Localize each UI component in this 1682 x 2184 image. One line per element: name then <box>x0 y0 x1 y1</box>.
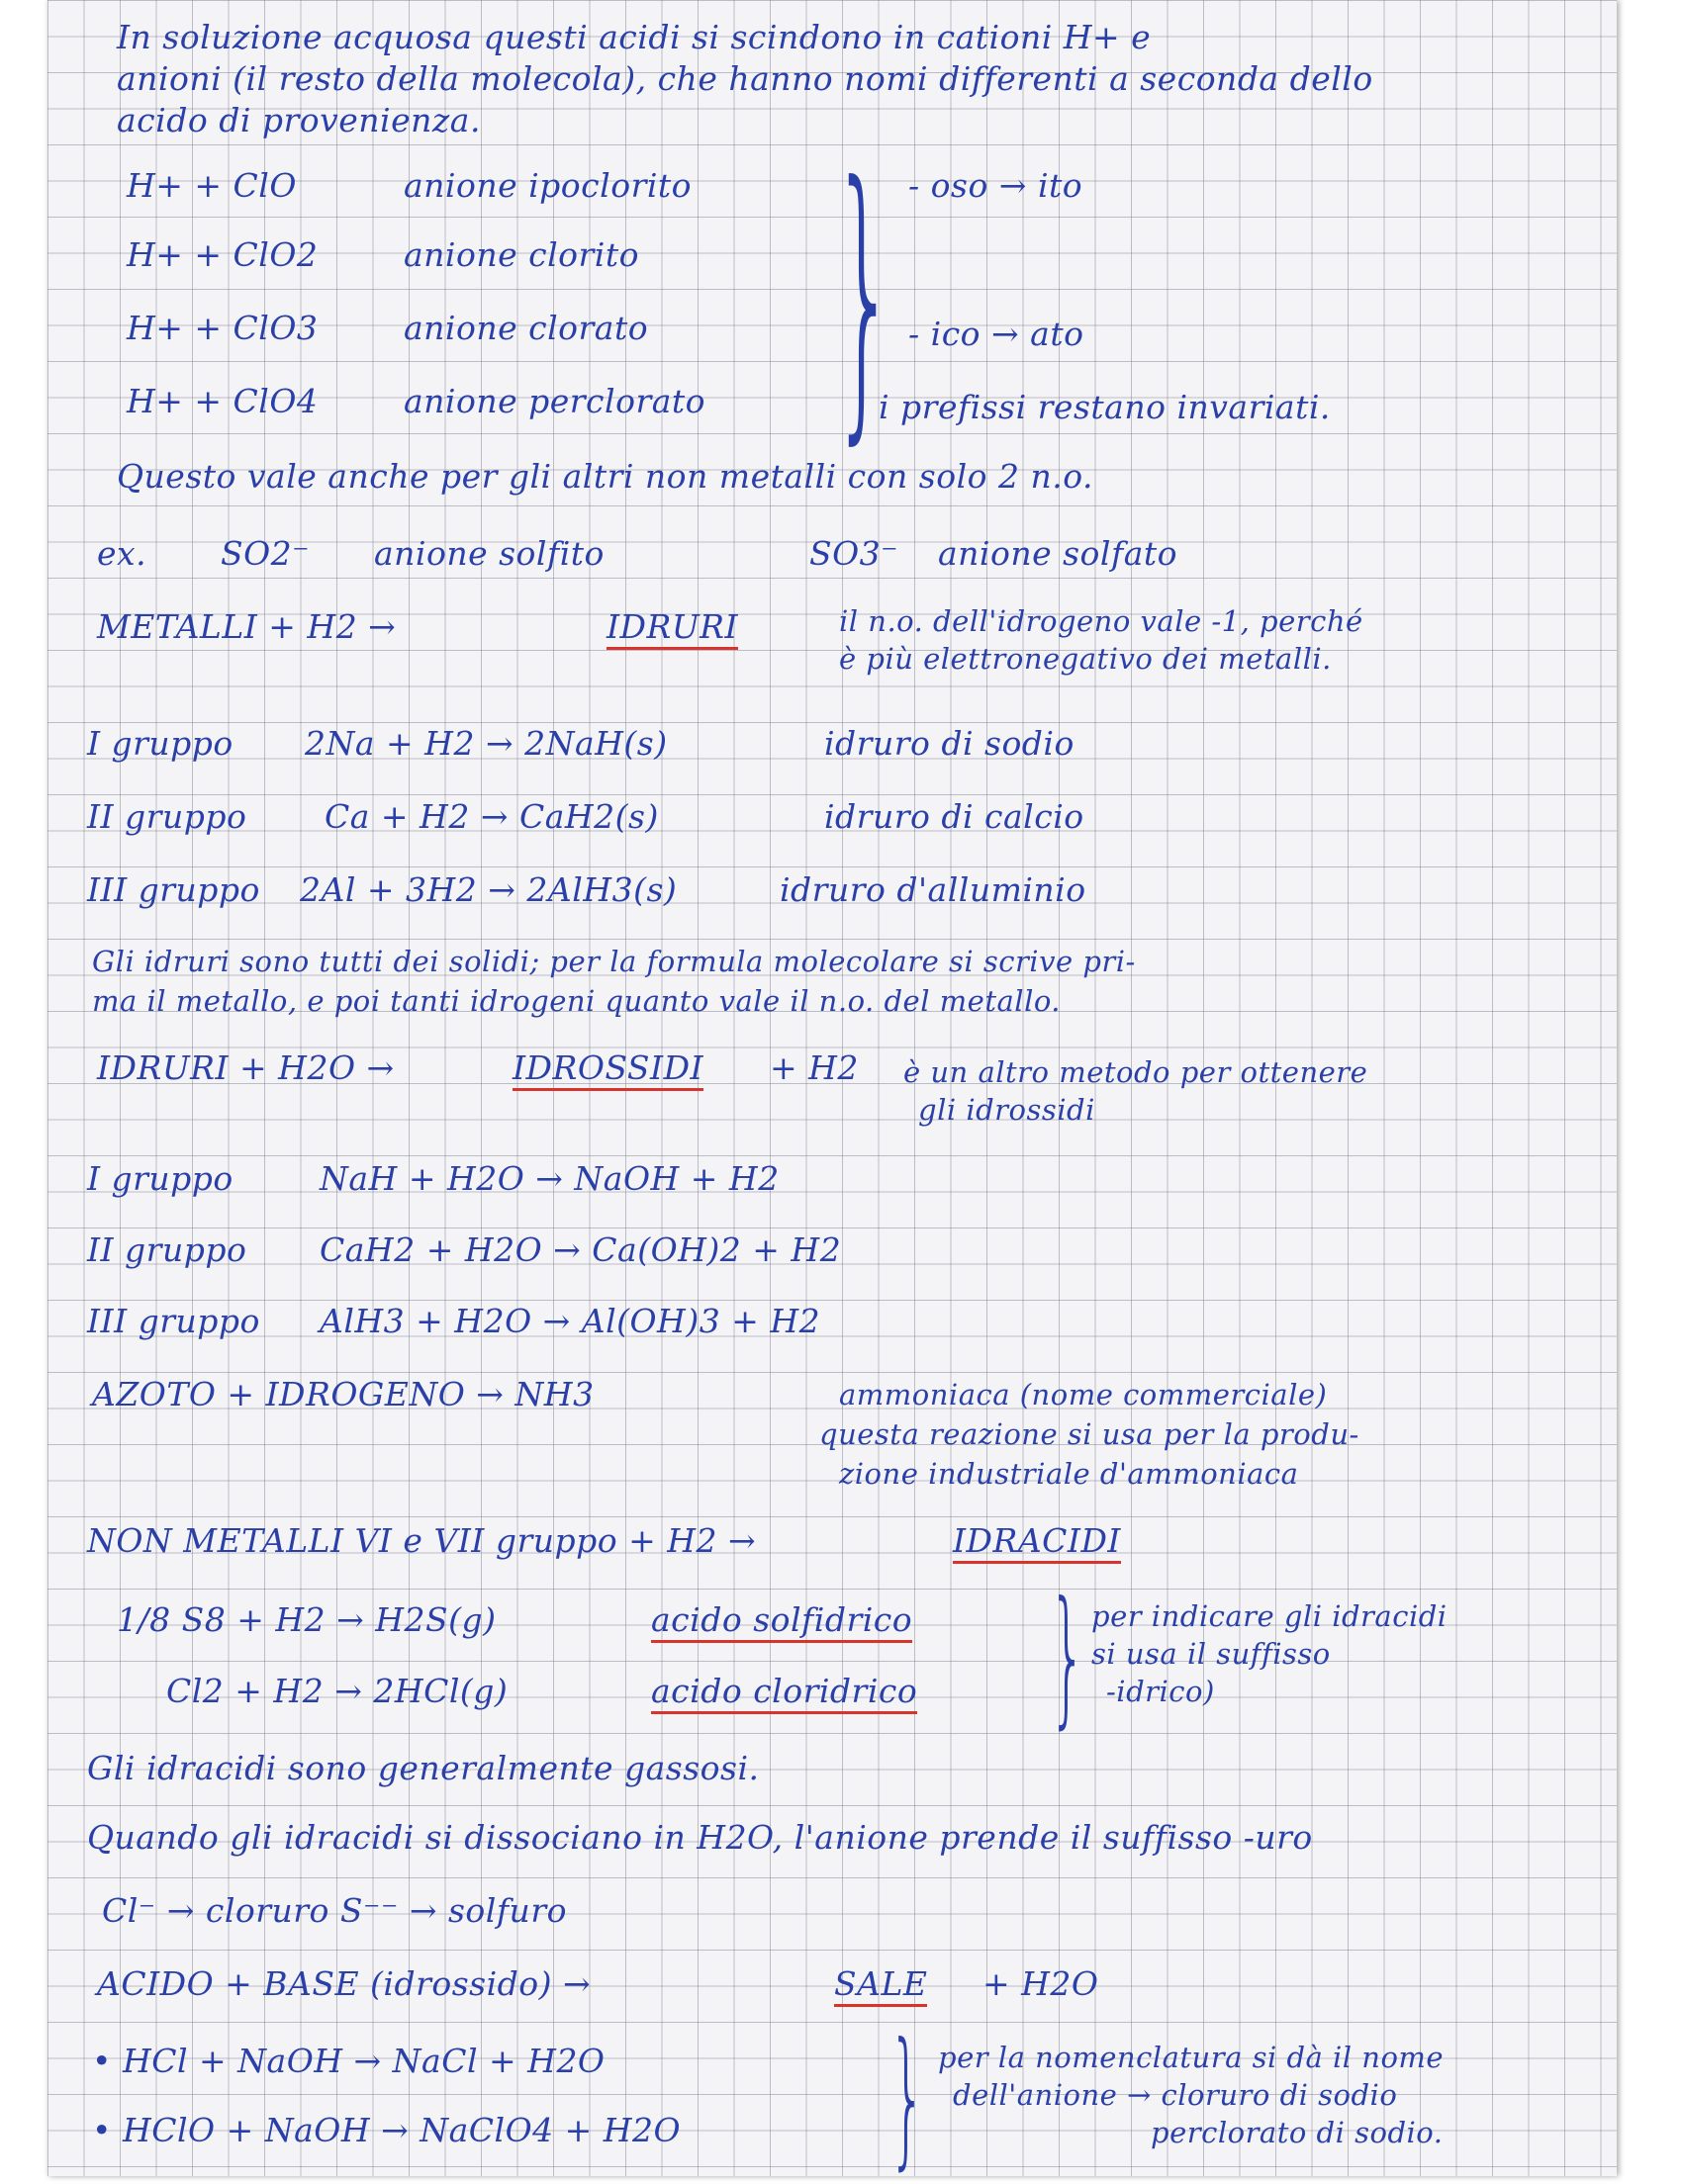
group-label: I gruppo <box>87 1159 234 1198</box>
hydroxides-product: IDROSSIDI <box>513 1048 703 1088</box>
suffix-rule-ico: - ico → ato <box>908 315 1084 353</box>
hydroxides-note-1: è un altro metodo per ottenere <box>903 1055 1368 1089</box>
salts-equation: ACIDO + BASE (idrossido) → <box>97 1964 592 2003</box>
hydride-equation: 2Al + 3H2 → 2AlH3(s) <box>300 870 678 909</box>
example-name: anione solfato <box>938 534 1177 573</box>
hydracid-equation: Cl2 + H2 → 2HCl(g) <box>166 1672 509 1710</box>
hydride-name: idruro di calcio <box>824 797 1084 836</box>
anion-formula: H+ + ClO3 <box>127 309 319 347</box>
right-brace-icon: } <box>1049 1571 1087 1743</box>
group-label: III gruppo <box>87 1302 260 1340</box>
example-name: anione solfito <box>374 534 605 573</box>
intro-line-3: acido di provenienza. <box>117 101 481 139</box>
hydroxides-rhs: + H2 <box>770 1048 859 1087</box>
example-label: ex. <box>97 534 147 573</box>
hydrides-note-2: è più elettronegativo dei metalli. <box>839 642 1332 676</box>
notebook-page <box>47 0 1617 2184</box>
hydrides-equation: METALLI + H2 → <box>97 607 397 646</box>
group-label: II gruppo <box>87 797 247 836</box>
anion-formula: H+ + ClO2 <box>127 235 319 274</box>
salts-note-1: per la nomenclatura si dà il nome <box>938 2041 1445 2074</box>
hydracid-equation: 1/8 S8 + H2 → H2S(g) <box>117 1600 497 1639</box>
hydracids-note-1: per indicare gli idracidi <box>1091 1599 1448 1633</box>
hydride-name: idruro di sodio <box>824 724 1075 763</box>
ammonia-note-2: questa reazione si usa per la produ- <box>819 1417 1359 1451</box>
ammonia-note-1: ammoniaca (nome commerciale) <box>839 1378 1328 1411</box>
hydroxide-equation: CaH2 + H2O → Ca(OH)2 + H2 <box>320 1230 842 1269</box>
salts-note-2: dell'anione → cloruro di sodio <box>953 2078 1398 2112</box>
hydride-equation: Ca + H2 → CaH2(s) <box>325 797 659 836</box>
anion-name: anione ipoclorito <box>404 166 693 205</box>
hydracids-note-2: si usa il suffisso <box>1091 1637 1331 1671</box>
salts-note-3: perclorato di sodio. <box>1151 2116 1444 2149</box>
hydroxide-equation: AlH3 + H2O → Al(OH)3 + H2 <box>320 1302 821 1340</box>
right-brace-icon: } <box>831 124 897 469</box>
hydride-name: idruro d'alluminio <box>780 870 1086 909</box>
group-label: II gruppo <box>87 1230 247 1269</box>
salt-equation: • HCl + NaOH → NaCl + H2O <box>92 2042 606 2080</box>
example-formula: SO3⁻ <box>809 534 899 573</box>
hydracids-anion-examples: Cl⁻ → cloruro S⁻⁻ → solfuro <box>102 1891 567 1930</box>
prefix-note: i prefissi restano invariati. <box>879 388 1331 426</box>
right-brace-icon: } <box>888 2012 927 2184</box>
hydracids-gas-note: Gli idracidi sono generalmente gassosi. <box>87 1749 760 1787</box>
hydracids-product: IDRACIDI <box>953 1521 1121 1561</box>
hydracid-name: acido cloridrico <box>651 1672 917 1711</box>
hydrides-summary-1: Gli idruri sono tutti dei solidi; per la formula molecolare si scrive pri- <box>92 945 1136 978</box>
hydracids-dissociation-note: Quando gli idracidi si dissociano in H2O, l'anione prende il suffisso -uro <box>87 1818 1313 1857</box>
hydrides-product: IDRURI <box>607 607 738 647</box>
intro-line-1: In soluzione acquosa questi acidi si scindono in cationi H+ e <box>117 18 1152 56</box>
hydroxides-equation: IDRURI + H2O → <box>97 1048 395 1087</box>
hydracid-name: acido solfidrico <box>651 1600 912 1640</box>
salts-product: SALE <box>834 1964 927 2004</box>
anion-name: anione clorato <box>404 309 649 347</box>
ammonia-note-3: zione industriale d'ammoniaca <box>839 1457 1299 1491</box>
hydroxide-equation: NaH + H2O → NaOH + H2 <box>320 1159 780 1198</box>
group-label: III gruppo <box>87 870 260 909</box>
hydrides-summary-2: ma il metallo, e poi tanti idrogeni quanto vale il n.o. del metallo. <box>92 984 1062 1018</box>
anion-formula: H+ + ClO4 <box>127 382 319 420</box>
hydroxides-note-2: gli idrossidi <box>918 1093 1095 1127</box>
hydrides-note-1: il n.o. dell'idrogeno vale -1, perché <box>839 604 1363 638</box>
hydride-equation: 2Na + H2 → 2NaH(s) <box>305 724 668 763</box>
suffix-rule-oso: - oso → ito <box>908 166 1083 205</box>
salt-equation: • HClO + NaOH → NaClO4 + H2O <box>92 2111 682 2149</box>
hydracids-note-3: -idrico) <box>1106 1675 1215 1708</box>
anion-name: anione perclorato <box>404 382 706 420</box>
nonmetal-note: Questo vale anche per gli altri non metalli con solo 2 n.o. <box>117 457 1093 496</box>
anion-name: anione clorito <box>404 235 639 274</box>
intro-line-2: anioni (il resto della molecola), che hanno nomi differenti a seconda dello <box>117 59 1373 98</box>
example-formula: SO2⁻ <box>221 534 311 573</box>
group-label: I gruppo <box>87 724 234 763</box>
anion-formula: H+ + ClO <box>127 166 297 205</box>
hydracids-equation: NON METALLI VI e VII gruppo + H2 → <box>87 1521 757 1560</box>
ammonia-equation: AZOTO + IDROGENO → NH3 <box>92 1375 595 1413</box>
salts-rhs: + H2O <box>982 1964 1099 2003</box>
